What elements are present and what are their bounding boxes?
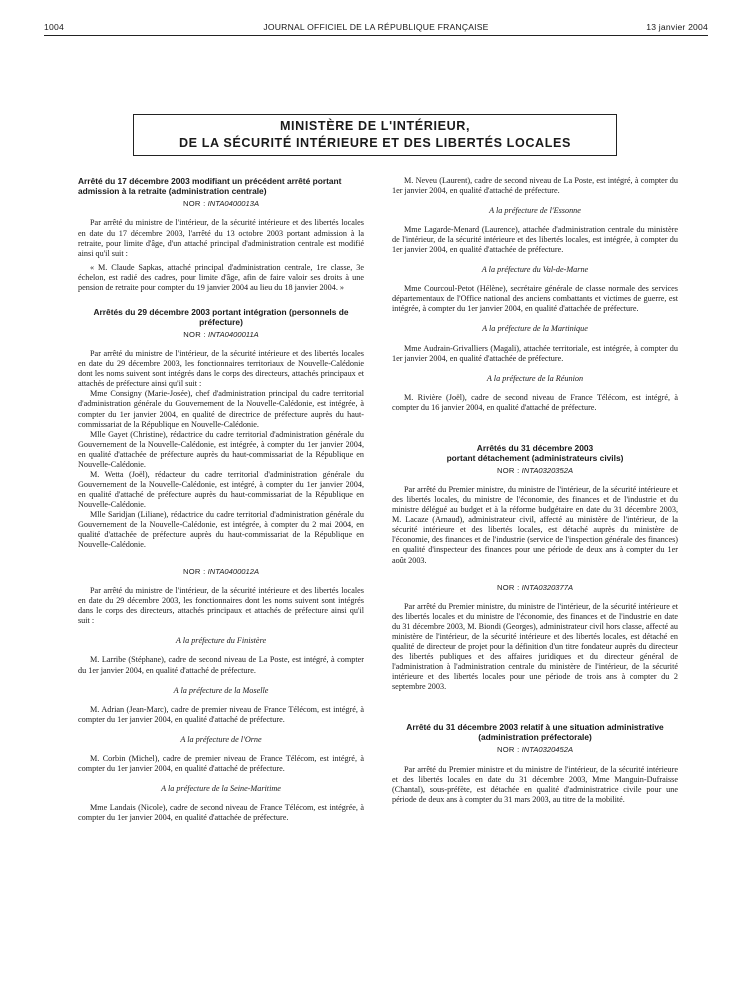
paragraph: Mme Consigny (Marie-Josée), chef d'administration principal du cadre territorial d'administration générale du Gouvernement de la Nouvelle-Calédonie, est intégrée, à compter du 1er janvier 2004, en qualité de directrice de préfecture auprès du haut-commissariat de la République en Nouvelle-Calédonie. bbox=[78, 389, 364, 429]
decree-title-line: Arrêtés du 31 décembre 2003 bbox=[476, 442, 594, 453]
decree-title bbox=[392, 443, 678, 463]
nor-reference bbox=[78, 567, 364, 577]
prefecture-heading: A la préfecture de la Seine-Maritime bbox=[161, 783, 281, 793]
paragraph: Par arrêté du Premier ministre et du ministre de l'intérieur, de la sécurité intérieure et des libertés locales en date du 31 décembre 2003, Mme Manguin-Dufraisse (Chantal), sous-préfète, est détachée en qualité d'administratrice civile pour une période de deux ans à compter du 31 mars 2003, au titre de la mobilité. bbox=[392, 764, 678, 804]
paragraph: Par arrêté du ministre de l'intérieur, de la sécurité intérieure et des libertés locales en date du 29 décembre 2003, les fonctionnaires territoriaux de Nouvelle-Calédonie dont les noms suivent sont intégrés dans le corps des directeurs, attachés principaux et attachés de préfecture ainsi qu'il suit : bbox=[78, 349, 364, 389]
ministry-line-2: DE LA SÉCURITÉ INTÉRIEURE ET DES LIBERTÉS LOCALES bbox=[178, 136, 572, 150]
paragraph: M. Corbin (Michel), cadre de premier niveau de France Télécom, est intégré, à compter du 1er janvier 2004, en qualité d'attaché de préfecture. bbox=[78, 753, 364, 773]
prefecture-heading: A la préfecture de la Réunion bbox=[486, 373, 584, 383]
ministry-line-1: MINISTÈRE DE L'INTÉRIEUR, bbox=[279, 119, 471, 133]
journal-title: JOURNAL OFFICIEL DE LA RÉPUBLIQUE FRANÇAISE bbox=[263, 22, 489, 32]
nor-label: NOR : bbox=[496, 466, 520, 476]
paragraph: Par arrêté du ministre de l'intérieur, de la sécurité intérieure et des libertés locales en date du 17 décembre 2003, l'arrêté du 13 octobre 2003 portant admission à la retraite, pour limite d'âge, d'un attaché principal d'administration centrale est modifié ainsi qu'il suit : bbox=[78, 218, 364, 258]
decree-title: Arrêté du 31 décembre 2003 relatif à une situation administrative (administration préfectorale) bbox=[406, 722, 664, 743]
nor-code: INTA0400011A bbox=[207, 330, 259, 340]
page-number: 1004 bbox=[44, 22, 64, 32]
paragraph: Mme Lagarde-Menard (Laurence), attachée d'administration centrale du ministère de l'intérieur, de la sécurité intérieure et des libertés locales, est intégrée, à compter du 1er janvier 2004, en qualité d'attachée de préfecture. bbox=[392, 225, 678, 255]
nor-reference bbox=[392, 466, 678, 476]
paragraph: M. Larribe (Stéphane), cadre de second niveau de La Poste, est intégré, à compter du 1er janvier 2004, en qualité d'attaché de préfecture. bbox=[78, 655, 364, 675]
nor-label: NOR : bbox=[496, 582, 520, 592]
nor-label: NOR : bbox=[183, 330, 206, 340]
left-column bbox=[78, 176, 364, 823]
nor-reference bbox=[78, 199, 364, 209]
nor-reference bbox=[392, 583, 678, 593]
paragraph: Par arrêté du Premier ministre, du ministre de l'intérieur, de la sécurité intérieure et des libertés locales et du ministre de l'économie, des finances et de l'industrie en date du 31 décembre 2003, M. Biondi (Georges), administrateur civil hors classe, affecté au ministère de l'intérieur, de la sécurité intérieure et des libertés locales, est détaché en qualité de directeur de projet pour la définition d'un titre fondateur auprès du directeur des libertés publiques et des affaires juridiques et du directeur général de l'administration à l'administration centrale du ministère de l'intérieur, de la sécurité intérieure et des libertés locales pour une période de trois ans à compter du 2 septembre 2003. bbox=[392, 601, 678, 691]
prefecture-heading: A la préfecture du Val-de-Marne bbox=[481, 265, 589, 275]
prefecture-heading: A la préfecture de l'Orne bbox=[180, 734, 262, 744]
paragraph: Mme Courcoul-Petot (Hélène), secrétaire générale de classe normale des services départementaux de l'Office national des anciens combattants et victimes de guerre, est intégrée, à compter du 1er janvier 2004, en qualité d'attachée de préfecture. bbox=[392, 284, 678, 314]
prefecture-heading: A la préfecture du Finistère bbox=[175, 636, 267, 646]
nor-label: NOR : bbox=[182, 199, 206, 209]
nor-code: INTA0320377A bbox=[521, 582, 574, 592]
paragraph: M. Adrian (Jean-Marc), cadre de premier niveau de France Télécom, est intégré, à compter du 1er janvier 2004, en qualité d'attaché de préfecture. bbox=[78, 704, 364, 724]
nor-label: NOR : bbox=[182, 567, 206, 577]
decree-title: Arrêtés du 29 décembre 2003 portant intégration (personnels de préfecture) bbox=[93, 306, 349, 327]
nor-label: NOR : bbox=[496, 745, 520, 755]
paragraph: M. Wetta (Joël), rédacteur du cadre territorial d'administration générale du Gouvernement de la Nouvelle-Calédonie, est intégré, à compter du 1er janvier 2004, en qualité d'attaché de préfecture auprès du haut-commissariat de la République en Nouvelle-Calédonie. bbox=[78, 469, 364, 509]
issue-date: 13 janvier 2004 bbox=[646, 22, 708, 32]
nor-code: INTA0320352A bbox=[521, 466, 574, 476]
prefecture-heading: A la préfecture de la Moselle bbox=[173, 685, 269, 695]
ministry-heading bbox=[133, 114, 617, 156]
nor-code: INTA0400012A bbox=[207, 567, 260, 577]
nor-code: INTA0400013A bbox=[207, 199, 260, 209]
decree-title-line: portant détachement (administrateurs civils) bbox=[446, 452, 624, 463]
paragraph: Mme Audrain-Grivalliers (Magali), attachée territoriale, est intégrée, à compter du 1er janvier 2004, en qualité d'attachée de préfecture. bbox=[392, 343, 678, 363]
right-column bbox=[392, 176, 678, 805]
paragraph: Mlle Gayet (Christine), rédactrice du cadre territorial d'administration générale du Gouvernement de la Nouvelle-Calédonie, est intégrée, à compter du 1er janvier 2004, en qualité d'attachée de préfecture auprès du haut-commissariat de la République en Nouvelle-Calédonie. bbox=[78, 429, 364, 469]
prefecture-heading: A la préfecture de la Martinique bbox=[482, 324, 588, 334]
paragraph: Par arrêté du Premier ministre, du ministre de l'intérieur, de la sécurité intérieure et des libertés locales, du ministre de l'économie, des finances et de l'industrie et du ministre délégué au budget et à la réforme budgétaire en date du 31 décembre 2003, M. Lacaze (Arnaud), administrateur civil, affecté au ministère de l'intérieur, de la sécurité intérieure et des libertés locales, est détaché auprès du ministère de l'économie, des finances et de l'industrie (service de l'inspection générale des finances) en qualité d'inspecteur des finances pour une période de deux ans à compter du 1er août 2003. bbox=[392, 485, 678, 565]
prefecture-heading: A la préfecture de l'Essonne bbox=[489, 206, 581, 216]
paragraph: M. Neveu (Laurent), cadre de second niveau de La Poste, est intégré, à compter du 1er janvier 2004, en qualité d'attaché de préfecture. bbox=[392, 176, 678, 196]
nor-code: INTA0320452A bbox=[521, 745, 574, 755]
paragraph: Mlle Saridjan (Liliane), rédactrice du cadre territorial d'administration générale du Gouvernement de la Nouvelle-Calédonie, est intégrée, à compter du 2 mai 2004, en qualité d'attachée de préfecture auprès du haut-commissariat de la République en Nouvelle-Calédonie. bbox=[78, 509, 364, 550]
nor-reference bbox=[78, 330, 364, 340]
paragraph: Par arrêté du ministre de l'intérieur, de la sécurité intérieure et des libertés locales en date du 29 décembre 2003, les fonctionnaires dont les noms suivent sont intégrés dans le corps des directeurs, attachés principaux et attachés de préfecture ainsi qu'il suit : bbox=[78, 586, 364, 626]
decree-title: Arrêté du 17 décembre 2003 modifiant un précédent arrêté portant admission à la retraite (administration centrale) bbox=[78, 176, 342, 197]
paragraph: « M. Claude Sapkas, attaché principal d'administration centrale, 1re classe, 3e échelon, est radié des cadres, pour limite d'âge, afin de faire valoir ses droits à une pension de retraite pour compter du 19 janvier 2004 au lieu du 18 janvier 2004. » bbox=[78, 262, 364, 292]
nor-reference bbox=[392, 745, 678, 755]
running-header bbox=[44, 22, 708, 36]
paragraph: M. Rivière (Joël), cadre de second niveau de France Télécom, est intégré, à compter du 16 janvier 2004, en qualité d'attaché de préfecture. bbox=[392, 392, 678, 412]
header-rule bbox=[44, 35, 708, 36]
paragraph: Mme Landais (Nicole), cadre de second niveau de France Télécom, est intégrée, à compter du 1er janvier 2004, en qualité d'attachée de préfecture. bbox=[78, 802, 364, 822]
